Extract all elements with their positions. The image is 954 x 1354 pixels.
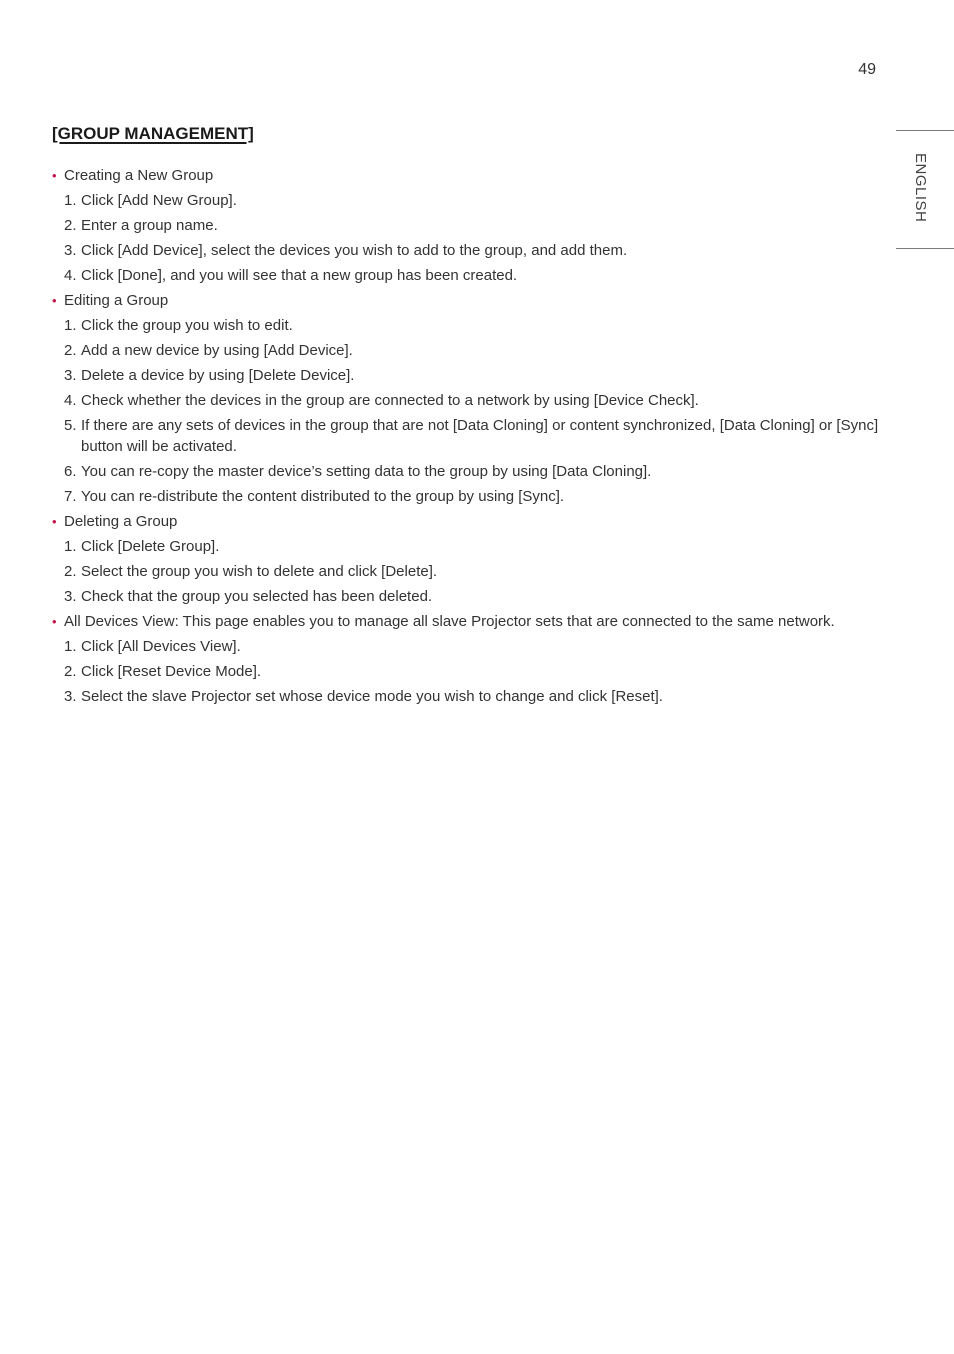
step-item: 1. Click [Delete Group]. [64,538,220,555]
step-item: 2. Enter a group name. [64,217,218,234]
bullet-icon: • [52,514,57,529]
section-heading: • Editing a Group [52,288,882,313]
step-item: 4. Check whether the devices in the group are connected to a network by using [Device Check]. [64,392,699,409]
section-creating-group [52,163,882,288]
steps-list [52,534,882,609]
section-deleting-group [52,509,882,609]
instruction-content [52,163,882,709]
section-all-devices-view [52,609,882,709]
section-heading: • All Devices View: This page enables you to manage all slave Projector sets that are connected to the same network. [52,609,882,634]
section-heading: • Creating a New Group [52,163,882,188]
step-item: 4. Click [Done], and you will see that a new group has been created. [64,267,518,284]
step-item: 1. Click [Add New Group]. [64,192,237,209]
step-item: 2. Click [Reset Device Mode]. [64,663,262,680]
language-side-tab [896,130,954,249]
step-item: 3. Delete a device by using [Delete Device]. [64,367,355,384]
section-heading: • Deleting a Group [52,509,882,534]
page-number: 49 [858,61,876,78]
steps-list [52,313,882,509]
step-item: 6. You can re-copy the master device’s setting data to the group by using [Data Cloning]. [64,463,652,480]
bullet-icon: • [52,293,57,308]
step-item: 1. Click the group you wish to edit. [64,317,293,334]
step-item: 2. Add a new device by using [Add Device]. [64,342,353,359]
language-tab-label: ENGLISH [912,153,929,223]
section-title: [GROUP MANAGEMENT] [52,124,254,143]
bullet-icon: • [52,614,57,629]
bullet-icon: • [52,168,57,183]
step-item: 7. You can re-distribute the content distributed to the group by using [Sync]. [64,488,565,505]
step-item: 3. Check that the group you selected has been deleted. [64,588,433,605]
step-item: 1. Click [All Devices View]. [64,638,241,655]
steps-list [52,188,882,288]
section-editing-group [52,288,882,509]
step-item: 3. Click [Add Device], select the devices you wish to add to the group, and add them. [64,242,628,259]
step-item: 3. Select the slave Projector set whose device mode you wish to change and click [Reset]. [64,688,663,705]
step-item: 5. If there are any sets of devices in the group that are not [Data Cloning] or content synchronized, [Data Cloning] or [Sync] button will be activated. [64,417,879,455]
steps-list [52,634,882,709]
step-item: 2. Select the group you wish to delete and click [Delete]. [64,563,438,580]
